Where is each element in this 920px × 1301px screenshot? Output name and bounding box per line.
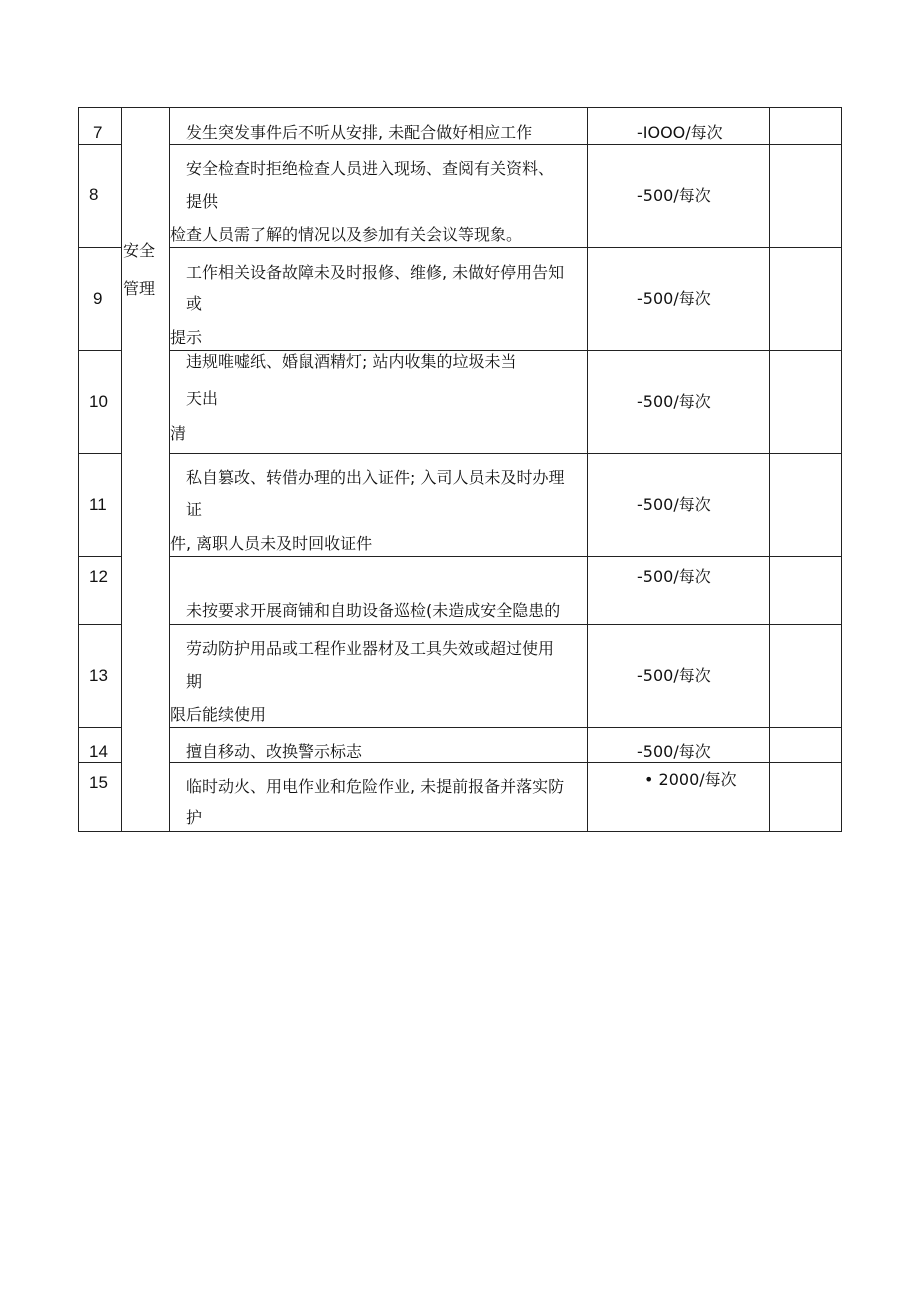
row-fine: -IOOO/每次 bbox=[637, 123, 723, 142]
row-fine: -500/每次 bbox=[637, 186, 711, 205]
row-number: 11 bbox=[89, 495, 107, 514]
row-divider bbox=[169, 727, 842, 728]
row-divider bbox=[78, 453, 122, 454]
row-description-wrap: 天出 bbox=[186, 389, 219, 408]
row-divider bbox=[78, 762, 122, 763]
row-number: 14 bbox=[89, 742, 108, 761]
row-description: 违规唯嘘纸、婚鼠酒精灯; 站内收集的垃圾未当 bbox=[186, 352, 517, 371]
row-number: 15 bbox=[89, 773, 108, 792]
row-description: 擅自移动、改换警示标志 bbox=[186, 742, 363, 761]
row-divider bbox=[78, 247, 122, 248]
row-description-wrap: 限后能续使用 bbox=[170, 705, 267, 724]
row-number: 7 bbox=[93, 123, 103, 142]
col-divider-fine bbox=[769, 107, 770, 831]
row-description-wrap: 护 bbox=[186, 808, 203, 827]
row-fine: -500/每次 bbox=[637, 289, 711, 308]
row-description-wrap: 提示 bbox=[170, 328, 203, 347]
row-description: 安全检查时拒绝检查人员进入现场、查阅有关资料、 bbox=[186, 159, 555, 178]
row-divider bbox=[169, 350, 842, 351]
row-description: 未按要求开展商铺和自助设备巡检(未造成安全隐患的 bbox=[186, 601, 561, 620]
row-description: 劳动防护用品或工程作业器材及工具失效或超过使用 bbox=[186, 639, 555, 658]
row-description-wrap: 提供 bbox=[186, 192, 219, 211]
row-number: 12 bbox=[89, 567, 108, 586]
row-fine: -500/每次 bbox=[637, 742, 711, 761]
row-divider bbox=[169, 762, 842, 763]
row-description-wrap: 检查人员需了解的情况以及参加有关会议等现象。 bbox=[170, 225, 523, 244]
row-description-wrap: 或 bbox=[186, 294, 203, 313]
row-divider bbox=[169, 624, 842, 625]
col-divider-description bbox=[587, 107, 588, 831]
row-number: 10 bbox=[89, 392, 108, 411]
row-fine: • 2000/每次 bbox=[644, 770, 737, 789]
row-divider bbox=[78, 727, 122, 728]
row-description: 私自篡改、转借办理的出入证件; 入司人员未及时办理 bbox=[186, 468, 565, 487]
row-description-wrap: 件, 离职人员未及时回收证件 bbox=[170, 534, 373, 553]
row-description: 工作相关设备故障未及时报修、维修, 未做好停用告知 bbox=[186, 263, 565, 282]
row-divider bbox=[78, 556, 122, 557]
row-description-wrap: 清 bbox=[170, 424, 187, 443]
penalty-table bbox=[78, 107, 842, 832]
row-divider bbox=[78, 144, 122, 145]
row-fine: -500/每次 bbox=[637, 392, 711, 411]
row-fine: -500/每次 bbox=[637, 495, 711, 514]
category-label-line-2: 管理 bbox=[123, 279, 156, 298]
row-number: 9 bbox=[93, 289, 103, 308]
category-label-line-1: 安全 bbox=[123, 241, 156, 260]
row-divider bbox=[169, 144, 842, 145]
row-divider bbox=[169, 453, 842, 454]
row-description: 临时动火、用电作业和危险作业, 未提前报备并落实防 bbox=[186, 777, 565, 796]
row-description-wrap: 期 bbox=[186, 672, 203, 691]
row-divider bbox=[78, 350, 122, 351]
row-description-wrap: 证 bbox=[186, 500, 203, 519]
row-fine: -500/每次 bbox=[637, 567, 711, 586]
row-description: 发生突发事件后不听从安排, 未配合做好相应工作 bbox=[186, 123, 533, 142]
row-divider bbox=[169, 556, 842, 557]
row-fine: -500/每次 bbox=[637, 666, 711, 685]
row-number: 8 bbox=[89, 185, 99, 204]
row-divider bbox=[78, 624, 122, 625]
row-divider bbox=[169, 247, 842, 248]
row-number: 13 bbox=[89, 666, 108, 685]
col-divider-no bbox=[121, 107, 122, 831]
